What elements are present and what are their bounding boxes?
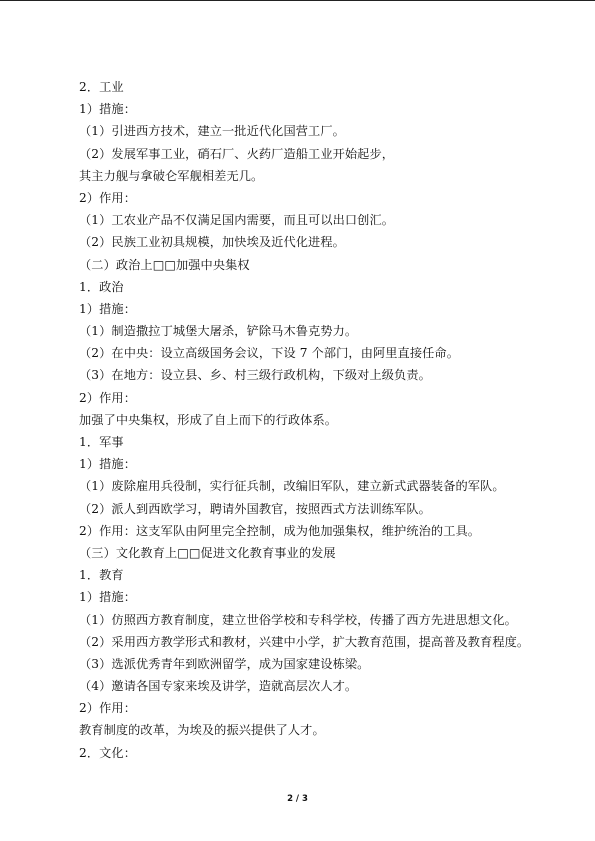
text-line: 1）措施： [79, 590, 137, 605]
text-line: （1）废除雇用兵役制，实行征兵制，改编旧军队，建立新式武器装备的军队。 [79, 479, 505, 494]
header-rule [0, 0, 595, 1]
text-line: 1）措施： [79, 457, 137, 472]
section-heading: （三）文化教育上□□促进文化教育事业的发展 [79, 545, 336, 560]
text-line: 加强了中央集权，形成了自上而下的行政体系。 [79, 412, 338, 427]
text-line: 2．文化： [79, 745, 137, 760]
text-line: （2）民族工业初具规模，加快埃及近代化进程。 [79, 235, 345, 250]
document-body [79, 76, 539, 764]
text-line: （2）发展军事工业，硝石厂、火药厂造船工业开始起步， [79, 146, 395, 161]
text-line: 2）作用：这支军队由阿里完全控制，成为他加强集权，维护统治的工具。 [79, 523, 481, 538]
text-line: （1）工农业产品不仅满足国内需要，而且可以出口创汇。 [79, 213, 395, 228]
text-line: 2）作用： [79, 701, 137, 716]
text-line: （3）选派优秀青年到欧洲留学，成为国家建设栋梁。 [79, 656, 370, 671]
text-line: 1．教育 [79, 568, 124, 583]
text-line: 2）作用： [79, 390, 137, 405]
text-line: （1）仿照西方教育制度，建立世俗学校和专科学校，传播了西方先进思想文化。 [79, 612, 517, 627]
text-line: （2）派人到西欧学习，聘请外国教官，按照西式方法训练军队。 [79, 501, 431, 516]
text-line: （4）邀请各国专家来埃及讲学，造就高层次人才。 [79, 679, 358, 694]
text-line: 1）措施： [79, 102, 137, 117]
text-line: 2）作用： [79, 190, 137, 205]
text-line: 1）措施： [79, 301, 137, 316]
text-line: 教育制度的改革，为埃及的振兴提供了人才。 [79, 723, 325, 738]
page-number: 2 / 3 [287, 794, 308, 804]
text-line: （2）采用西方教学形式和教材，兴建中小学，扩大教育范围，提高普及教育程度。 [79, 634, 530, 649]
text-line: （1）引进西方技术，建立一批近代化国营工厂。 [79, 124, 345, 139]
text-line: （3）在地方：设立县、乡、村三级行政机构，下级对上级负责。 [79, 368, 431, 383]
text-line: 2．工业 [79, 80, 124, 94]
text-line: 1．政治 [79, 279, 124, 294]
section-heading: （二）政治上□□加强中央集权 [79, 257, 250, 272]
text-line: （2）在中央：设立高级国务会议，下设 7 个部门，由阿里直接任命。 [79, 346, 459, 361]
text-line: 1．军事 [79, 435, 124, 449]
text-line: （1）制造撒拉丁城堡大屠杀，铲除马木鲁克势力。 [79, 324, 358, 339]
text-line: 其主力舰与拿破仑军舰相差无几。 [79, 168, 264, 183]
